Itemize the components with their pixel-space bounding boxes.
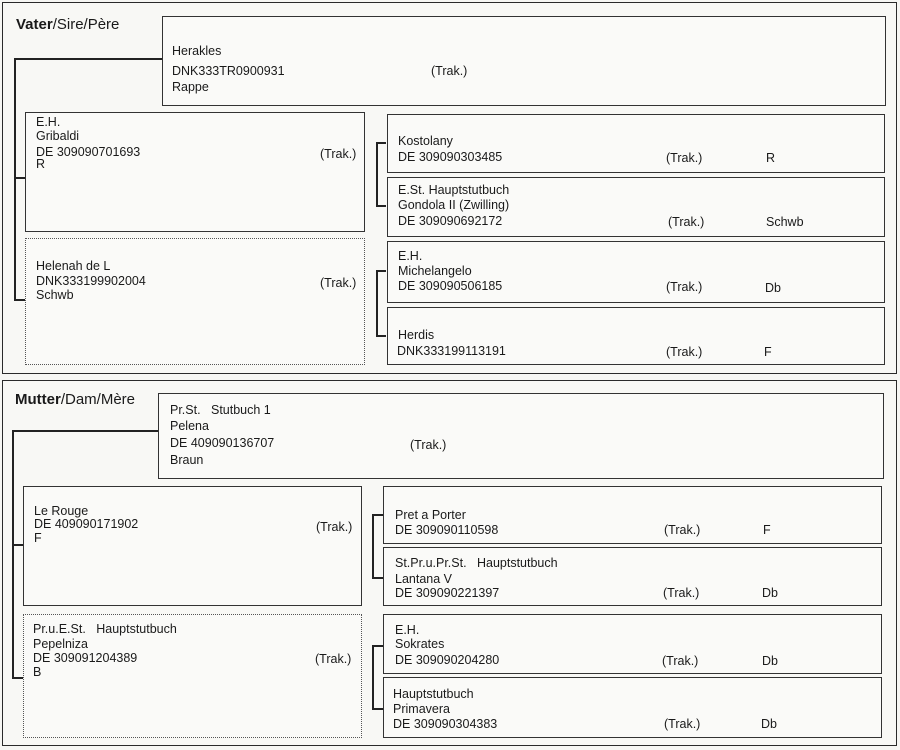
horse-breed: (Trak.) <box>666 345 703 359</box>
connector-line <box>376 142 378 206</box>
horse-reg: DE 309090692172 <box>398 214 503 228</box>
sire-box <box>162 16 886 106</box>
horse-breed: (Trak.) <box>666 151 703 165</box>
horse-name: Gondola II (Zwilling) <box>398 198 510 212</box>
connector-line <box>372 577 383 579</box>
horse-breed: (Trak.) <box>316 520 353 534</box>
connector-line <box>372 645 383 647</box>
horse-color: Schwb <box>766 215 804 229</box>
horse-breed: (Trak.) <box>664 717 701 731</box>
great-grandparent-box <box>383 486 882 544</box>
horse-reg: DNK333199902004 <box>36 274 146 288</box>
horse-reg: DE 309090110598 <box>395 523 499 537</box>
horse-reg: DNK333TR0900931 <box>172 64 285 78</box>
dam-box <box>158 393 884 479</box>
great-grandparent-box <box>383 547 882 606</box>
connector-line <box>372 514 383 516</box>
connector-line <box>376 270 386 272</box>
horse-color: F <box>34 531 42 545</box>
dam-section-title <box>15 391 135 409</box>
horse-name: Herakles <box>172 44 222 58</box>
horse-reg: DE 309091204389 <box>33 651 138 665</box>
dam-title-rest: /Dam/Mère <box>60 391 136 408</box>
horse-name: Hauptstutbuch <box>393 687 474 701</box>
horse-reg: DE 409090136707 <box>170 436 275 450</box>
horse-title: St.Pr.u.Pr.St. Hauptstutbuch <box>395 556 558 570</box>
horse-breed: (Trak.) <box>663 586 700 600</box>
horse-reg: DE 309090204280 <box>395 653 500 667</box>
connector-line <box>14 58 16 300</box>
connector-line <box>376 205 386 207</box>
horse-color: F <box>764 345 772 359</box>
horse-reg: DNK333199113191 <box>397 344 506 358</box>
horse-name: Pepelniza <box>33 637 88 651</box>
great-grandparent-box <box>383 614 882 674</box>
horse-color: Braun <box>170 453 204 467</box>
grandsire-box <box>23 486 362 606</box>
horse-name: Gribaldi <box>36 129 80 143</box>
horse-color: Schwb <box>36 288 74 302</box>
horse-color: F <box>763 523 771 537</box>
horse-reg: DE 309090303485 <box>398 150 503 164</box>
horse-color: B <box>33 665 42 679</box>
horse-color: Db <box>765 281 781 295</box>
connector-line <box>376 335 386 337</box>
horse-breed: (Trak.) <box>410 438 447 452</box>
horse-reg: DE 309090304383 <box>393 717 498 731</box>
sire-section-title <box>16 16 119 34</box>
horse-name: Sokrates <box>395 637 445 651</box>
horse-breed: (Trak.) <box>662 654 699 668</box>
horse-title: Pr.St. Stutbuch 1 <box>170 403 271 417</box>
great-grandparent-box <box>387 177 885 237</box>
connector-line <box>12 430 14 678</box>
horse-breed: (Trak.) <box>320 276 357 290</box>
horse-name: Primavera <box>393 702 450 716</box>
horse-reg: DE 309090221397 <box>395 586 500 600</box>
horse-name: Pret a Porter <box>395 508 466 522</box>
horse-breed: (Trak.) <box>664 523 701 537</box>
horse-title: E.H. <box>398 249 423 263</box>
horse-color: R <box>766 151 776 165</box>
sire-title-bold: Vater <box>16 16 53 33</box>
horse-color: Db <box>762 654 778 668</box>
horse-title: E.St. Hauptstutbuch <box>398 183 510 197</box>
sire-title-rest: /Sire/Père <box>52 16 120 33</box>
horse-name: Pelena <box>170 419 209 433</box>
grandsire-box <box>25 112 365 232</box>
horse-title: E.H. <box>395 623 420 637</box>
dam-title-bold: Mutter <box>15 391 61 408</box>
horse-color: Rappe <box>172 80 209 94</box>
connector-line <box>376 270 378 336</box>
horse-name: Le Rouge <box>34 504 89 518</box>
connector-line <box>372 514 374 578</box>
horse-breed: (Trak.) <box>320 147 357 161</box>
horse-title: Pr.u.E.St. Hauptstutbuch <box>33 622 177 636</box>
horse-color: Db <box>761 717 777 731</box>
horse-reg: DE 309090701693 <box>36 145 141 159</box>
horse-name: Michelangelo <box>398 264 472 278</box>
horse-color: Db <box>762 586 778 600</box>
connector-line <box>12 430 159 432</box>
great-grandparent-box <box>387 114 885 173</box>
horse-reg: DE 409090171902 <box>34 517 139 531</box>
horse-breed: (Trak.) <box>431 64 468 78</box>
connector-line <box>372 645 374 709</box>
connector-line <box>372 708 383 710</box>
horse-name: Lantana V <box>395 572 452 586</box>
horse-name: Helenah de L <box>36 259 111 273</box>
granddam-box <box>23 614 362 738</box>
horse-reg: DE 309090506185 <box>398 279 503 293</box>
great-grandparent-box <box>383 677 882 738</box>
horse-name: Kostolany <box>398 134 453 148</box>
horse-breed: (Trak.) <box>315 652 352 666</box>
connector-line <box>376 142 386 144</box>
horse-breed: (Trak.) <box>666 280 703 294</box>
great-grandparent-box <box>387 241 885 303</box>
connector-line <box>14 58 162 60</box>
horse-name: Herdis <box>398 328 435 342</box>
great-grandparent-box <box>387 307 885 365</box>
horse-breed: (Trak.) <box>668 215 705 229</box>
horse-title: E.H. <box>36 115 61 129</box>
horse-color: R <box>36 157 46 171</box>
granddam-box <box>25 238 365 365</box>
